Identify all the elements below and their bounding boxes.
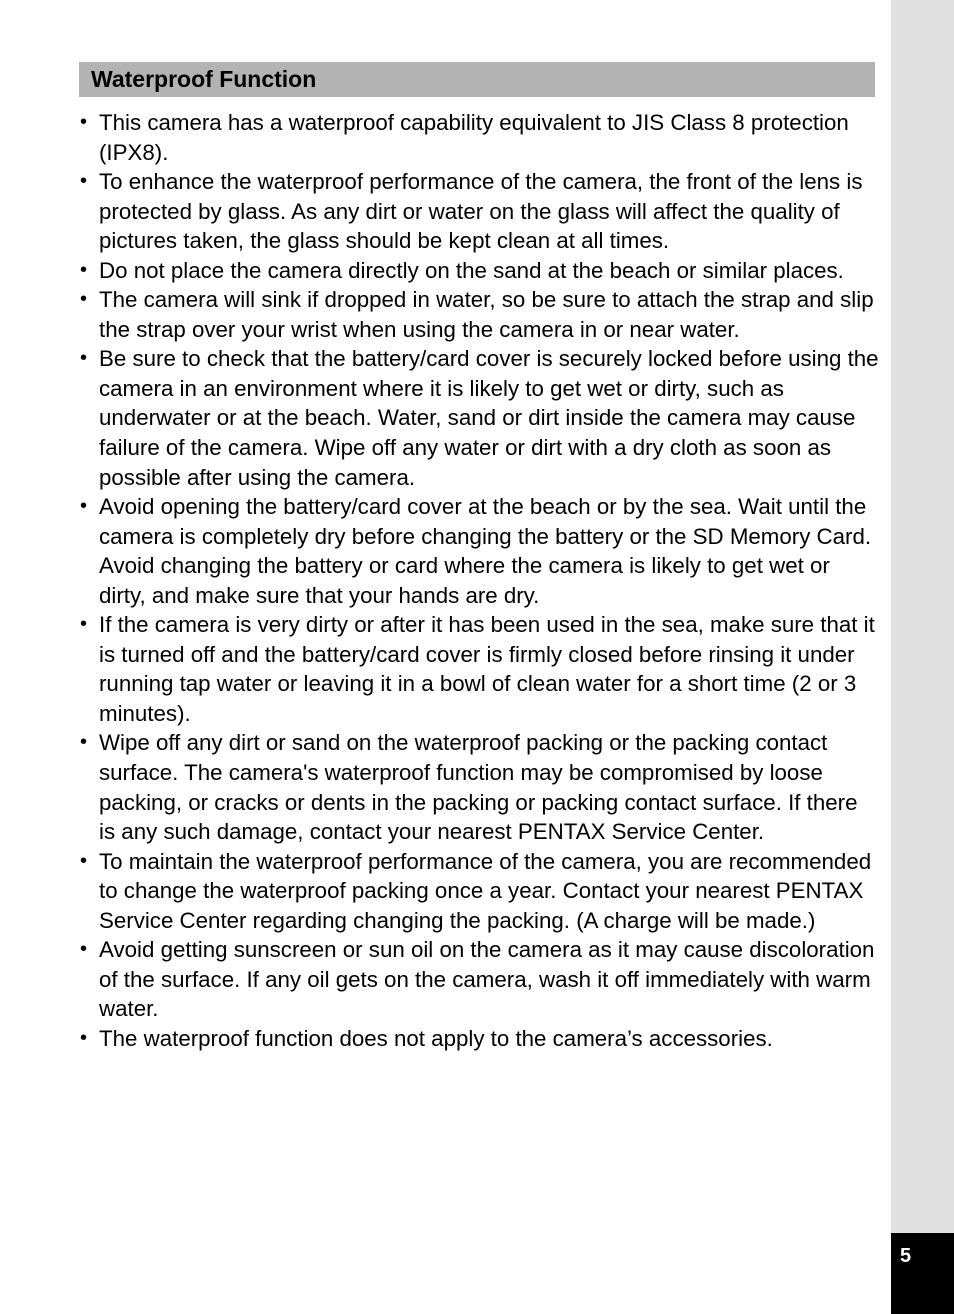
- bullet-icon: •: [80, 613, 88, 636]
- bullet-icon: •: [80, 170, 88, 193]
- bullet-text: The camera will sink if dropped in water, so be sure to attach the strap and slip the strap over your wrist when using the camera in or near water.: [99, 287, 874, 342]
- bullet-item: [79, 1024, 879, 1054]
- bullet-text: To enhance the waterproof performance of the camera, the front of the lens is protected by glass. As any dirt or water on the glass will affect the quality of pictures taken, the glass should be kept clean at all times.: [99, 169, 863, 254]
- bullet-item: [79, 935, 879, 1024]
- bullet-text: Avoid getting sunscreen or sun oil on the camera as it may cause discoloration of the surface. If any oil gets on the camera, wash it off immediately with warm water.: [99, 937, 875, 1022]
- bullet-icon: •: [80, 495, 88, 518]
- bullet-text: If the camera is very dirty or after it has been used in the sea, make sure that it is turned off and the battery/card cover is firmly closed before rinsing it under running tap water or leaving it in a bowl of clean water for a short time (2 or 3 minutes).: [99, 612, 875, 726]
- page-number-tab: [891, 1233, 954, 1314]
- bullet-text: Do not place the camera directly on the sand at the beach or similar places.: [99, 257, 844, 283]
- bullet-icon: •: [80, 1026, 88, 1049]
- bullet-item: [79, 256, 879, 286]
- bullet-icon: •: [80, 849, 88, 872]
- bullet-item: [79, 728, 879, 846]
- bullet-item: [79, 847, 879, 936]
- bullet-item: [79, 285, 879, 344]
- bullet-icon: •: [80, 731, 88, 754]
- bullet-text: The waterproof function does not apply to the camera’s accessories.: [99, 1025, 773, 1051]
- bullet-icon: •: [80, 288, 88, 311]
- bullet-icon: •: [80, 111, 88, 133]
- bullet-item: [79, 344, 879, 492]
- bullet-icon: •: [80, 938, 88, 961]
- bullet-icon: •: [80, 347, 88, 370]
- bullet-item: [79, 108, 879, 167]
- bullet-item: [79, 492, 879, 610]
- section-header-bar: [79, 62, 875, 97]
- bullet-text: Wipe off any dirt or sand on the waterproof packing or the packing contact surface. The camera's waterproof function may be compromised by loose packing, or cracks or dents in the packing or packing contact surface. If there is any such damage, contact your nearest PENTAX Service Center.: [99, 730, 858, 845]
- bullet-text: This camera has a waterproof capability equivalent to JIS Class 8 protection (IPX8).: [99, 110, 849, 165]
- bullet-text: To maintain the waterproof performance of the camera, you are recommended to change the waterproof packing once a year. Contact your nearest PENTAX Service Center regarding changing the packing. (A charge will be made.): [99, 848, 872, 933]
- bullet-icon: •: [80, 258, 88, 281]
- page-number: 5: [900, 1245, 912, 1267]
- bullet-text: Avoid opening the battery/card cover at the beach or by the sea. Wait until the camera is completely dry before changing the battery or the SD Memory Card. Avoid changing the battery or card where the camera is likely to get wet or dirty, and make sure that your hands are dry.: [99, 494, 872, 608]
- bullet-text: Be sure to check that the battery/card cover is securely locked before using the camera in an environment where it is likely to get wet or dirty, such as underwater or at the beach. Water, sand or dirt inside the camera may cause failure of the camera. Wipe off any water or dirt with a dry cloth as soon as possible after using the camera.: [99, 346, 879, 490]
- bullet-list: [79, 108, 879, 1054]
- section-title: Waterproof Function: [91, 66, 317, 92]
- side-margin-strip: [891, 0, 954, 1314]
- bullet-item: [79, 167, 879, 256]
- bullet-item: [79, 610, 879, 728]
